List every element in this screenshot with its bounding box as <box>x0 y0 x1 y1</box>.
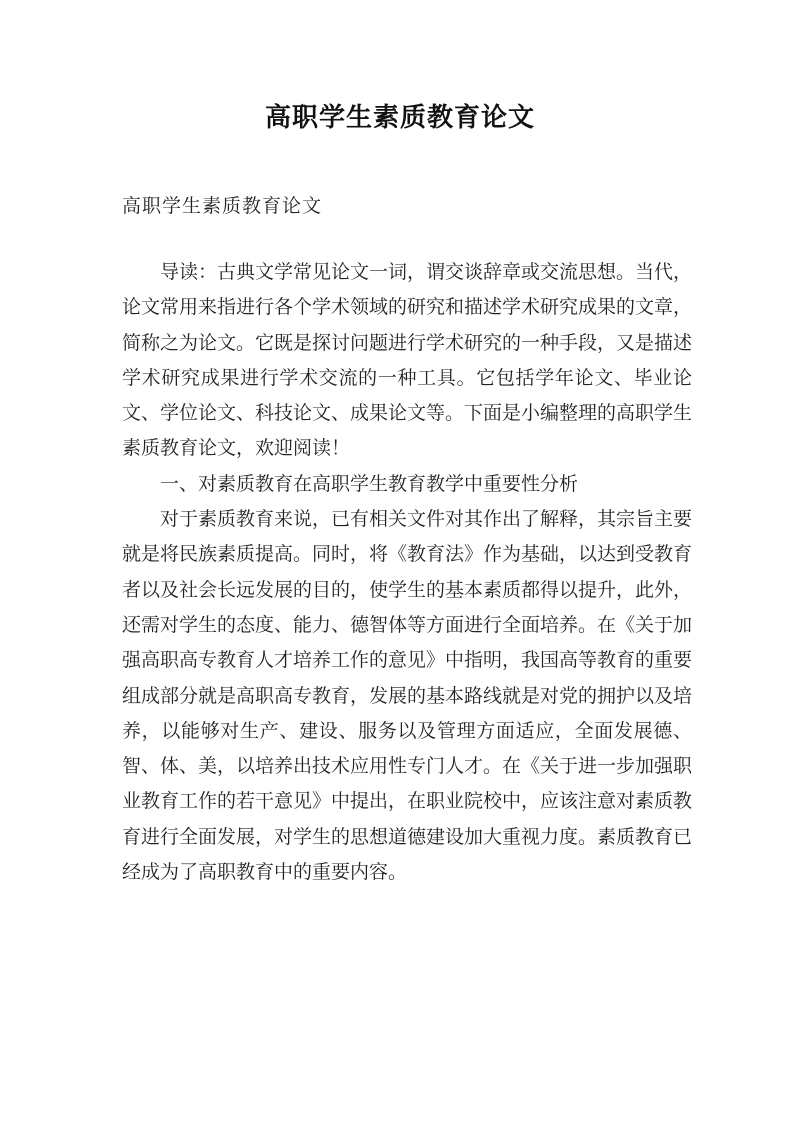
document-subtitle: 高职学生素质教育论文 <box>122 195 323 217</box>
body-paragraph: 对于素质教育来说，已有相关文件对其作出了解释，其宗旨主要就是将民族素质提高。同时，将《教育法》作为基础，以达到受教育者以及社会长远发展的目的，使学生的基本素质都得以提升，此外，还需对学生的态度、能力、德智体等方面进行全面培养。在《关于加强高职高专教育人才培养工作的意见》中指明，我国高等教育的重要组成部分就是高职高专教育，发展的基本路线就是对党的拥护以及培养，以能够对生产、建设、服务以及管理方面适应，全面发展德、智、体、美，以培养出技术应用性专门人才。在《关于进一步加强职业教育工作的若干意见》中提出，在职业院校中，应该注意对素质教育进行全面发展，对学生的思想道德建设加大重视力度。素质教育已经成为了高职教育中的重要内容。 <box>122 508 693 884</box>
document-body <box>122 255 692 890</box>
section-heading: 一、对素质教育在高职学生教育教学中重要性分析 <box>160 472 579 495</box>
intro-paragraph: 导读：古典文学常见论文一词，谓交谈辞章或交流思想。当代，论文常用来指进行各个学术领域的研究和描述学术研究成果的文章，简称之为论文。它既是探讨问题进行学术研究的一种手段，又是描述学术研究成果进行学术交流的一种工具。它包括学年论文、毕业论文、学位论文、科技论文、成果论文等。下面是小编整理的高职学生素质教育论文，欢迎阅读！ <box>122 261 693 460</box>
document-title: 高职学生素质教育论文 <box>264 103 535 133</box>
